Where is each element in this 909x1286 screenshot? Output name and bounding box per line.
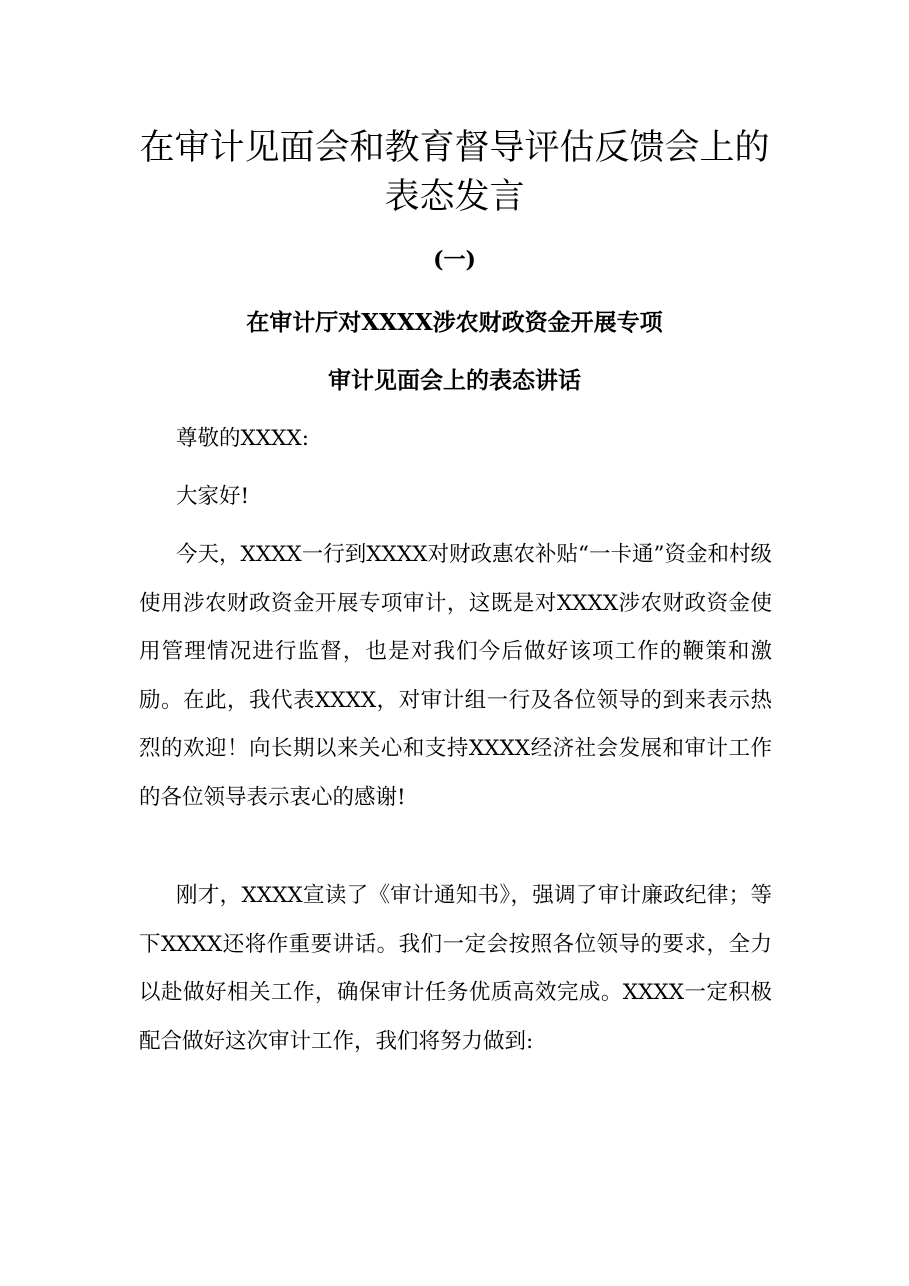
document-title-line-2: 表态发言 xyxy=(384,177,525,217)
salutation: 尊敬的XXXX: xyxy=(176,426,309,451)
document-title xyxy=(100,124,809,222)
speech-title-line-2: 审计见面会上的表态讲话 xyxy=(328,367,581,394)
document-title-line-1: 在审计见面会和教育督导评估反馈会上的 xyxy=(139,128,770,168)
section-number: (一) xyxy=(433,247,476,273)
greeting: 大家好! xyxy=(176,484,250,509)
body-paragraph-1: 今天，XXXX一行到XXXX对财政惠农补贴“一卡通”资金和村级使用涉农财政资金开展专项审计，这既是对XXXX涉农财政资金使用管理情况进行监督，也是对我们今后做好该项工作的鞭策和激励。在此，我代表XXXX，对审计组一行及各位领导的到来表示热烈的欢迎！向长期以来关心和支持XXXX经济社会发展和审计工作的各位领导表示衷心的感谢! xyxy=(139,542,772,810)
body-paragraph-2: 刚才，XXXX宣读了《审计通知书》，强调了审计廉政纪律；等下XXXX还将作重要讲话。我们一定会按照各位领导的要求，全力以赴做好相关工作，确保审计任务优质高效完成。XXXX一定积极配合做好这次审计工作，我们将努力做到: xyxy=(139,883,772,1054)
speech-title-line-1: 在审计厅对XXXX涉农财政资金开展专项 xyxy=(246,309,663,336)
